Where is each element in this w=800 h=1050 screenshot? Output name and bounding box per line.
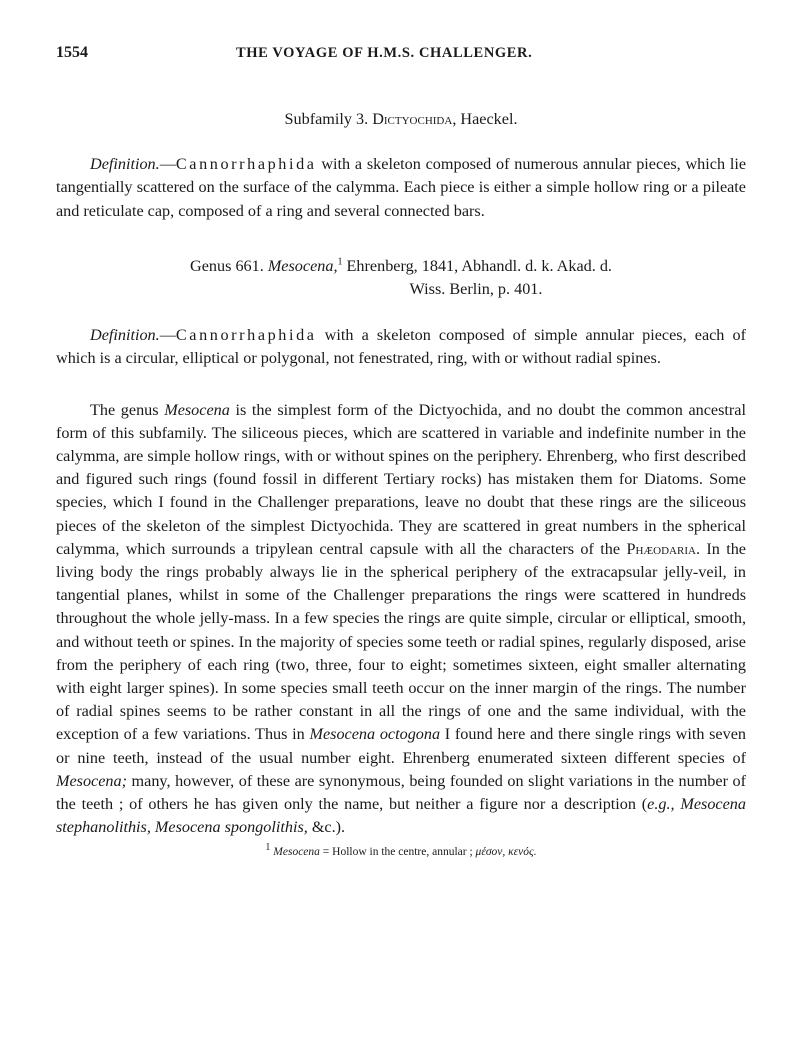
- page-body: [56, 108, 746, 859]
- footnote-reference: 1: [337, 256, 343, 268]
- page-header: [56, 44, 746, 68]
- definition-term: Cannorrhaphida: [175, 155, 317, 174]
- definition-label: Definition.: [90, 155, 160, 174]
- subfamily-heading: Subfamily 3. Dictyochida, Haeckel.: [284, 110, 518, 128]
- definition-label: Definition.: [90, 326, 160, 345]
- genus-heading: Genus 661. Mesocena,$^1$ Ehrenberg, 1841, Abhandl. d. k. Akad. d. Wiss. Berlin, p. 401.: [190, 256, 612, 299]
- footnote-term: Mesocena: [273, 846, 320, 859]
- footnote-greek: μέσον, κενός.: [475, 846, 537, 859]
- subfamily-definition: Definition.—Cannorrhaphida with a skeleton composed of numerous annular pieces, which lie tangentially scattered on the surface of the calymma. Each piece is either a simple hollow ring or a pileate and reticulate cap, composed of a ring and several connected bars.: [56, 155, 746, 220]
- page-number: 1554: [56, 44, 88, 61]
- subfamily-name: Dictyochida: [372, 110, 453, 128]
- body-paragraph: The genus Mesocena is the simplest form of the Dictyochida, and no doubt the common ancestral form of this subfamily. The siliceous pieces, which are scattered in variable and indefinite number in the calymma, are simple hollow rings, with or without spines on the periphery. Ehrenberg, who first described and figured such rings (found fossil in different Tertiary rocks) has mistaken them for Diatoms. Some species, which I found in the Challenger preparations, leave no doubt that these rings are the siliceous pieces of the skeleton of the simplest Dictyochida. They are scattered in great numbers in the spherical calymma, which surrounds a tripylean central capsule with all the characters of the Phæodaria. In the living body the rings probably always lie in the spherical periphery of the extracapsular jelly-veil, in tangential planes, whilst in some of the Challenger preparations the rings were scattered in hundreds throughout the whole jelly-mass. In a few species the rings are quite simple, circular or elliptical, smooth, and without teeth or spines. In the majority of species some teeth or radial spines, regularly disposed, arise from the periphery of each ring (two, three, four to eight; sometimes sixteen, eight smaller alternating with eight larger spines). In some species small teeth occur on the inner margin of the rings. The number of radial spines seems to be rather constant in all the rings of one and the same individual, with the exception of a few variations. Thus in Mesocena octogona I found here and there single rings with seven or nine teeth, instead of the usual number eight. Ehrenberg enumerated sixteen different species of Mesocena; many, however, of these are synonymous, being founded on slight variations in the number of the teeth ; of others he has given only the name, but neither a figure nor a description (e.g., Mesocena stephanolithis, Mesocena spongolithis, &c.).: [56, 400, 746, 837]
- footnote: $^1$ Mesocena = Hollow in the centre, annular ; μέσον, κενός.: [265, 842, 537, 859]
- running-head: THE VOYAGE OF H.M.S. CHALLENGER.: [236, 45, 533, 61]
- genus-definition: Definition.—Cannorrhaphida with a skeleton composed of simple annular pieces, each of which is a circular, elliptical or polygonal, not fenestrated, ring, with or without radial spines.: [56, 326, 746, 368]
- genus-name: Mesocena,: [267, 256, 338, 275]
- footnote-mark: 1: [265, 842, 271, 854]
- definition-term: Cannorrhaphida: [175, 326, 317, 345]
